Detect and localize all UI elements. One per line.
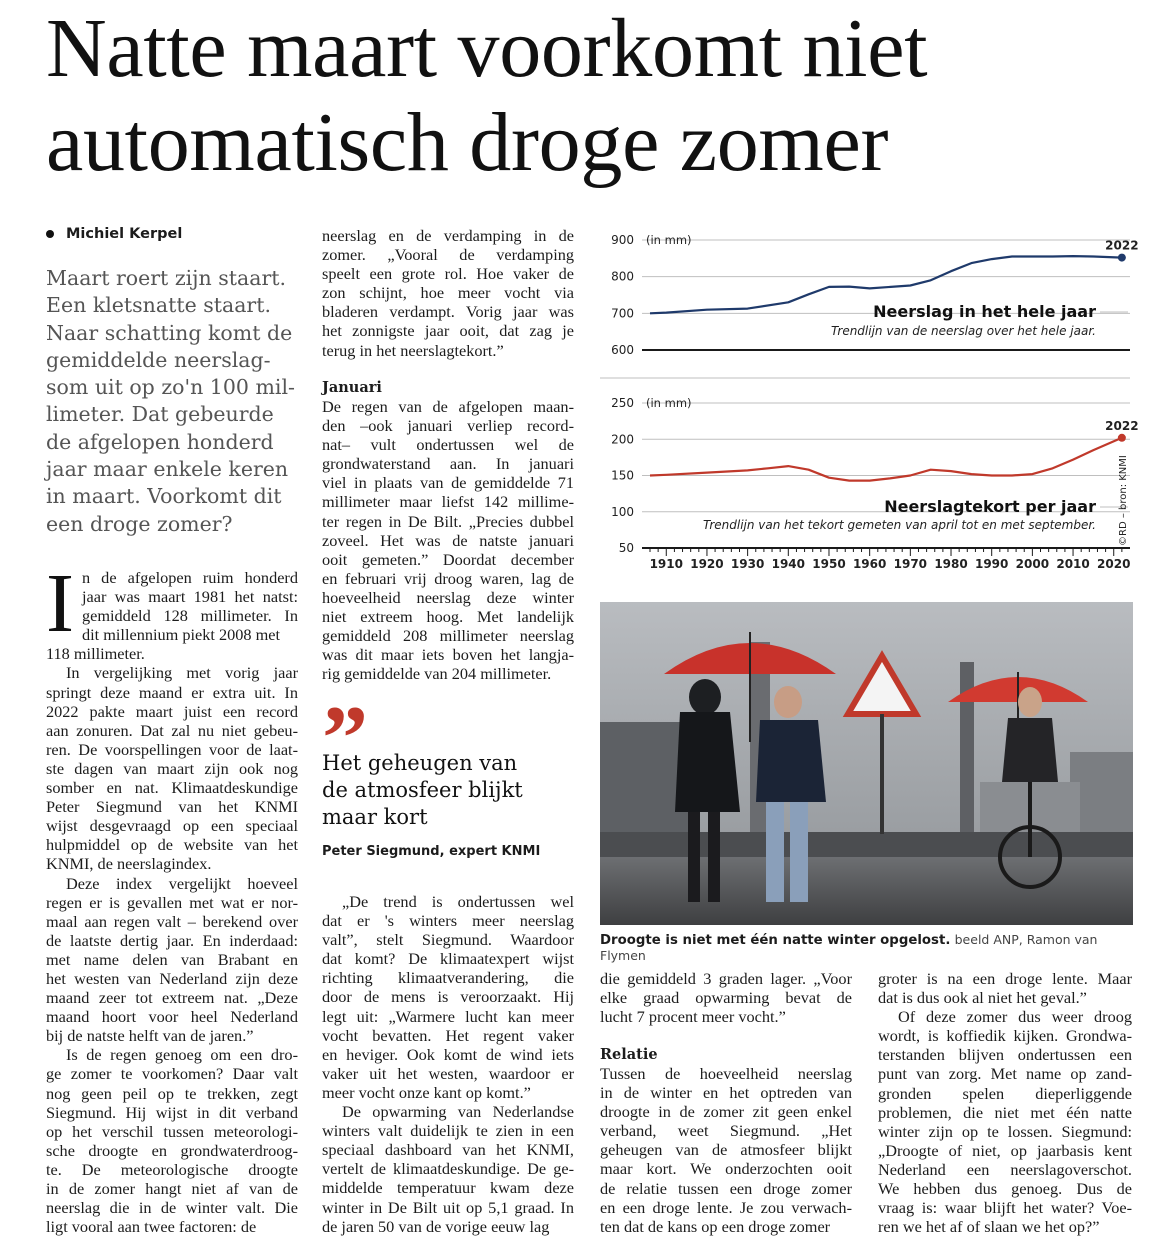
pull-quote xyxy=(322,750,572,831)
intro-line: de afgelopen honderd xyxy=(46,429,274,454)
text-line: dit millennium piekt 2008 met xyxy=(81,625,281,645)
end-label: 2022 xyxy=(1105,418,1139,433)
column-1-body xyxy=(46,644,298,1236)
column-2-mid xyxy=(322,397,574,683)
text-line: zoveel. Het was de natste januari xyxy=(322,530,574,550)
text-line: gronden spelen dieperliggende xyxy=(878,1083,1132,1103)
text-line: middelde temperatuur kwam deze xyxy=(322,1178,574,1198)
y-tick-label: 900 xyxy=(611,233,634,247)
text-line: Deze index vergelijkt hoeveel xyxy=(66,873,298,893)
text-line: problemen, die niet met één natte xyxy=(878,1102,1132,1122)
text-line: de jaren 50 van de vorige eeuw lag xyxy=(322,1216,550,1236)
text-line: was dit maar iets boven het langja- xyxy=(322,645,574,665)
column-3-body xyxy=(600,1064,852,1236)
text-line: viel in plaats van de gemiddelde 71 xyxy=(322,473,574,493)
x-tick-label: 1990 xyxy=(974,557,1009,571)
intro-line: jaar maar enkele keren xyxy=(46,457,289,482)
chart-title: Neerslagtekort per jaar xyxy=(884,497,1096,516)
text-line: op het verschil tussen meteorologi- xyxy=(46,1121,298,1141)
text-line: zomer. „Vooral de verdamping xyxy=(322,245,574,265)
photo xyxy=(600,602,1133,925)
text-line: maal aan regen valt – berekend over xyxy=(46,911,298,931)
intro-line: in maart. Voorkomt dit xyxy=(46,484,282,509)
column-1 xyxy=(46,557,298,1237)
text-line: terstanden blijven ondertussen een xyxy=(878,1045,1132,1065)
text-line: dat er 's winters meer neerslag xyxy=(322,911,574,931)
text-line: „Droogte of niet, op jaarbasis kent xyxy=(878,1140,1132,1160)
text-line: de laatste dertig jaar. En inderdaad: xyxy=(46,930,298,950)
text-line: sche droogte en grondwaterdroog- xyxy=(46,1140,298,1160)
intro-line: som uit op zo'n 100 mil- xyxy=(46,375,295,400)
text-line: niet extreem hoog. Met landelijk xyxy=(322,607,574,627)
text-line: rig gemiddelde van 204 millimeter. xyxy=(322,664,552,684)
text-line: ren. De voorspellingen voor de laat- xyxy=(46,739,298,759)
headline-line-1: Natte maart voorkomt niet xyxy=(46,2,928,95)
text-line: gemiddeld 128 millimeter. In xyxy=(81,606,298,626)
headline xyxy=(46,2,1156,190)
text-line: maand zeer tot extreem nat. „Deze xyxy=(46,988,298,1008)
text-line: KNMI, de neerslagindex. xyxy=(46,854,212,874)
unit-label: (in mm) xyxy=(646,396,692,410)
x-tick-label: 1920 xyxy=(690,557,724,571)
series-line xyxy=(650,438,1122,481)
text-line: en een droge lente. Je zou verwach- xyxy=(600,1197,852,1217)
text-line: het westen van Nederland zijn deze xyxy=(46,968,298,988)
text-line: hulpmiddel op de website van het xyxy=(46,835,298,855)
text-line: punt van zorg. Met name op zand- xyxy=(878,1064,1132,1084)
text-line: speelt een grote rol. Hoe vaker de xyxy=(322,264,574,284)
x-tick-label: 1980 xyxy=(934,557,968,571)
y-tick-label: 200 xyxy=(611,432,634,447)
intro-line: Maart roert zijn staart. xyxy=(46,266,287,290)
caption-text: Droogte is niet met één natte winter opgelost. xyxy=(600,933,951,948)
text-line: Tussen de hoeveelheid neerslag xyxy=(600,1064,852,1083)
text-line: ge zomer te voorkomen? Daar valt xyxy=(46,1064,298,1084)
text-line: die gemiddeld 3 graden lager. „Voor xyxy=(600,969,852,988)
intro-line: limeter. Dat gebeurde xyxy=(46,402,274,427)
text-line: verband, weet Siegmund. „Het xyxy=(600,1121,852,1141)
column-2-bottom xyxy=(322,892,574,1236)
text-line: wijst desgevraagd op een speciaal xyxy=(46,816,298,836)
text-line: grondwaterstand aan. In januari xyxy=(322,454,574,474)
text-line: en februari vrij droog waren, lag de xyxy=(322,568,574,588)
text-line: maand hoort voor heel Nederland xyxy=(46,1007,298,1027)
text-line: Is de regen genoeg om een dro- xyxy=(66,1045,298,1065)
x-tick-label: 2000 xyxy=(1015,557,1050,571)
subhead-januari: Januari xyxy=(322,379,382,396)
text-line: nog geen peil op te trekken, zegt xyxy=(46,1083,298,1103)
x-tick-label: 1910 xyxy=(649,557,683,571)
intro-line: Naar schatting komt de xyxy=(46,320,293,345)
intro-line: Een kletsnatte staart. xyxy=(46,293,271,318)
text-line: in de zomer hangt niet af van de xyxy=(46,1179,298,1198)
text-line: in de winter en het optreden van xyxy=(600,1083,852,1103)
intro-line: een droge zomer? xyxy=(46,511,233,536)
text-line: vertelt de klimaatdeskundige. De ge- xyxy=(322,1159,574,1179)
text-line: zon schijnt, hoe meer vocht via xyxy=(322,283,574,303)
y-tick-label: 600 xyxy=(611,343,634,357)
text-line: winter in De Bilt uit op 5,1 graad. In xyxy=(322,1197,574,1217)
text-line: den –ook januari verliep record- xyxy=(322,416,574,436)
text-line: somber en nat. Klimaatdeskundige xyxy=(46,778,298,798)
x-tick-label: 1960 xyxy=(852,557,887,571)
text-line: de relatie tussen een droge zomer xyxy=(600,1178,852,1198)
byline xyxy=(46,226,182,242)
intro-line: gemiddelde neerslag- xyxy=(46,347,271,372)
text-line: meer vocht onze kant op komt.” xyxy=(322,1082,531,1102)
source-label: ©RD – bron: KNMI xyxy=(1118,455,1129,546)
text-line: bladeren verdampt. Vorig jaar was xyxy=(322,302,574,322)
chart-panel xyxy=(600,226,1145,582)
photo-credit: beeld ANP, Ramon van Flymen xyxy=(600,932,1098,963)
text-line: maar kort. We onderzochten ooit xyxy=(600,1159,852,1179)
text-line: met name delen van Brabant en xyxy=(46,949,298,969)
text-line: neerslag en de verdamping in de xyxy=(322,226,574,245)
text-line: richting klimaatverandering, die xyxy=(322,968,574,988)
text-line: door de mens is veroorzaakt. Hij xyxy=(322,987,574,1007)
x-tick-label: 2020 xyxy=(1097,557,1131,571)
text-line: lucht 7 procent meer vocht.” xyxy=(600,1007,786,1027)
column-4 xyxy=(878,969,1132,1236)
text-line: winter zijn op te lossen. Siegmund: xyxy=(878,1121,1132,1141)
end-point xyxy=(1118,434,1126,442)
text-line: elke graad opwarming bevat de xyxy=(600,988,852,1008)
x-tick-label: 2010 xyxy=(1056,557,1090,571)
text-line: valt”, stelt Siegmund. Waardoor xyxy=(322,930,574,950)
text-line: ooit gemeten.” Doordat december xyxy=(322,549,574,569)
chart-subtitle: Trendlijn van het tekort gemeten van april tot en met september. xyxy=(702,518,1096,532)
text-line: terug in het neerslagtekort.” xyxy=(322,340,504,360)
quote-line: maar kort xyxy=(322,805,428,829)
end-label: 2022 xyxy=(1105,238,1139,253)
x-tick-label: 1930 xyxy=(730,557,765,571)
y-tick-label: 50 xyxy=(618,541,634,555)
chart-subtitle: Trendlijn van de neerslag over het hele jaar. xyxy=(830,324,1096,338)
photo-caption xyxy=(600,932,1145,964)
text-line: „De trend is ondertussen wel xyxy=(342,892,574,911)
text-line: De opwarming van Nederlandse xyxy=(342,1102,574,1122)
text-line: vaker uit het westen, waardoor er xyxy=(322,1063,574,1083)
text-line: We hebben dus genoeg. Dus de xyxy=(878,1179,1132,1199)
text-line: hoeveelheid neerslag deze winter xyxy=(322,587,574,607)
text-line: geheugen van de atmosfeer blijkt xyxy=(600,1140,852,1160)
text-line: 2022 pakte maart juist een record xyxy=(46,701,298,721)
quote-mark: ” xyxy=(322,687,368,789)
text-line: neerslag die in de winter valt. Die xyxy=(46,1198,298,1218)
text-line: gemiddeld 208 millimeter neerslag xyxy=(322,626,574,646)
x-tick-label: 1950 xyxy=(812,557,846,571)
text-line: De regen van de afgelopen maan- xyxy=(322,397,574,416)
text-line: ren we het af of slaan we het op?” xyxy=(878,1217,1100,1237)
text-line: dat is dus ook al niet het geval.” xyxy=(878,988,1087,1008)
text-line: millimeter maar liefst 142 millime- xyxy=(322,492,574,512)
unit-label: (in mm) xyxy=(646,233,692,247)
quote-attribution: Peter Siegmund, expert KNMI xyxy=(322,844,541,859)
x-tick-label: 1970 xyxy=(893,557,928,571)
text-line: ter regen in De Bilt. „Precies dubbel xyxy=(322,511,574,531)
intro xyxy=(46,265,306,538)
quote-line: de atmosfeer blijkt xyxy=(322,778,523,802)
text-line: legt uit: „Warmere lucht kan meer xyxy=(322,1006,574,1026)
column-3-top xyxy=(600,969,852,1026)
dropcap: I xyxy=(46,557,74,650)
y-tick-label: 250 xyxy=(611,396,634,410)
y-tick-label: 700 xyxy=(611,306,634,321)
dropcap-lines xyxy=(46,557,298,650)
text-line: vocht bevatten. Het regent vaker xyxy=(322,1025,574,1045)
quote-line: Het geheugen van xyxy=(322,751,518,775)
text-line: ten dat de kans op een droge zomer xyxy=(600,1216,831,1236)
text-line: dat komt? De klimaatexpert wijst xyxy=(322,949,574,969)
chart-title: Neerslag in het hele jaar xyxy=(873,302,1096,321)
y-tick-label: 800 xyxy=(611,269,634,284)
text-line: vraag is: waar blijft het water? Voe- xyxy=(878,1198,1132,1218)
text-line: Siegmund. Hij wijst in dit verband xyxy=(46,1102,298,1122)
text-line: het zonnigste jaar ooit, dat zag je xyxy=(322,321,574,341)
bullet-icon xyxy=(46,230,54,238)
subhead-relatie: Relatie xyxy=(600,1046,658,1063)
text-line: ligt vooral aan twee factoren: de xyxy=(46,1217,257,1237)
headline-line-2: automatisch droge zomer xyxy=(46,96,889,189)
text-line: Nederland een neerslagoverschot. xyxy=(878,1159,1132,1179)
y-tick-label: 100 xyxy=(611,504,634,519)
text-line: winters valt duidelijk te zien in een xyxy=(322,1121,574,1141)
text-line: te. De meteorologische droogte xyxy=(46,1159,298,1179)
text-line: springt deze maand er extra uit. In xyxy=(46,682,298,702)
text-line: n de afgelopen ruim honderd xyxy=(81,568,298,587)
text-line: jaar was maart 1981 het natst: xyxy=(81,587,298,607)
text-line: speciaal dashboard van het KNMI, xyxy=(322,1140,574,1160)
x-tick-label: 1940 xyxy=(771,557,806,571)
y-tick-label: 150 xyxy=(611,468,634,483)
text-line: groter is na een droge lente. Maar xyxy=(878,969,1132,988)
text-line: Of deze zomer dus weer droog xyxy=(898,1007,1132,1027)
text-line: regen er is gevallen met wat er nor- xyxy=(46,892,298,912)
text-line: bij de natste helft van de jaren.” xyxy=(46,1026,254,1046)
text-line: In vergelijking met vorig jaar xyxy=(66,663,298,683)
text-line: aan zonuren. Dat zal nu niet gebeu- xyxy=(46,720,298,740)
column-2-top xyxy=(322,226,574,360)
text-line: Peter Siegmund van het KNMI xyxy=(46,797,298,817)
text-line: ste dagen van maart zijn ook nog xyxy=(46,758,298,778)
text-line: en heviger. Ook komt de wind iets xyxy=(322,1044,574,1064)
byline-author: Michiel Kerpel xyxy=(66,226,183,242)
end-point xyxy=(1118,254,1126,262)
text-line: droogte in de zomer zit geen enkel xyxy=(600,1102,852,1122)
text-line: nat– vult ondertussen wel de xyxy=(322,435,574,455)
text-line: 118 millimeter. xyxy=(46,644,145,664)
text-line: wordt, is koffiedik kijken. Grondwa- xyxy=(878,1026,1132,1046)
